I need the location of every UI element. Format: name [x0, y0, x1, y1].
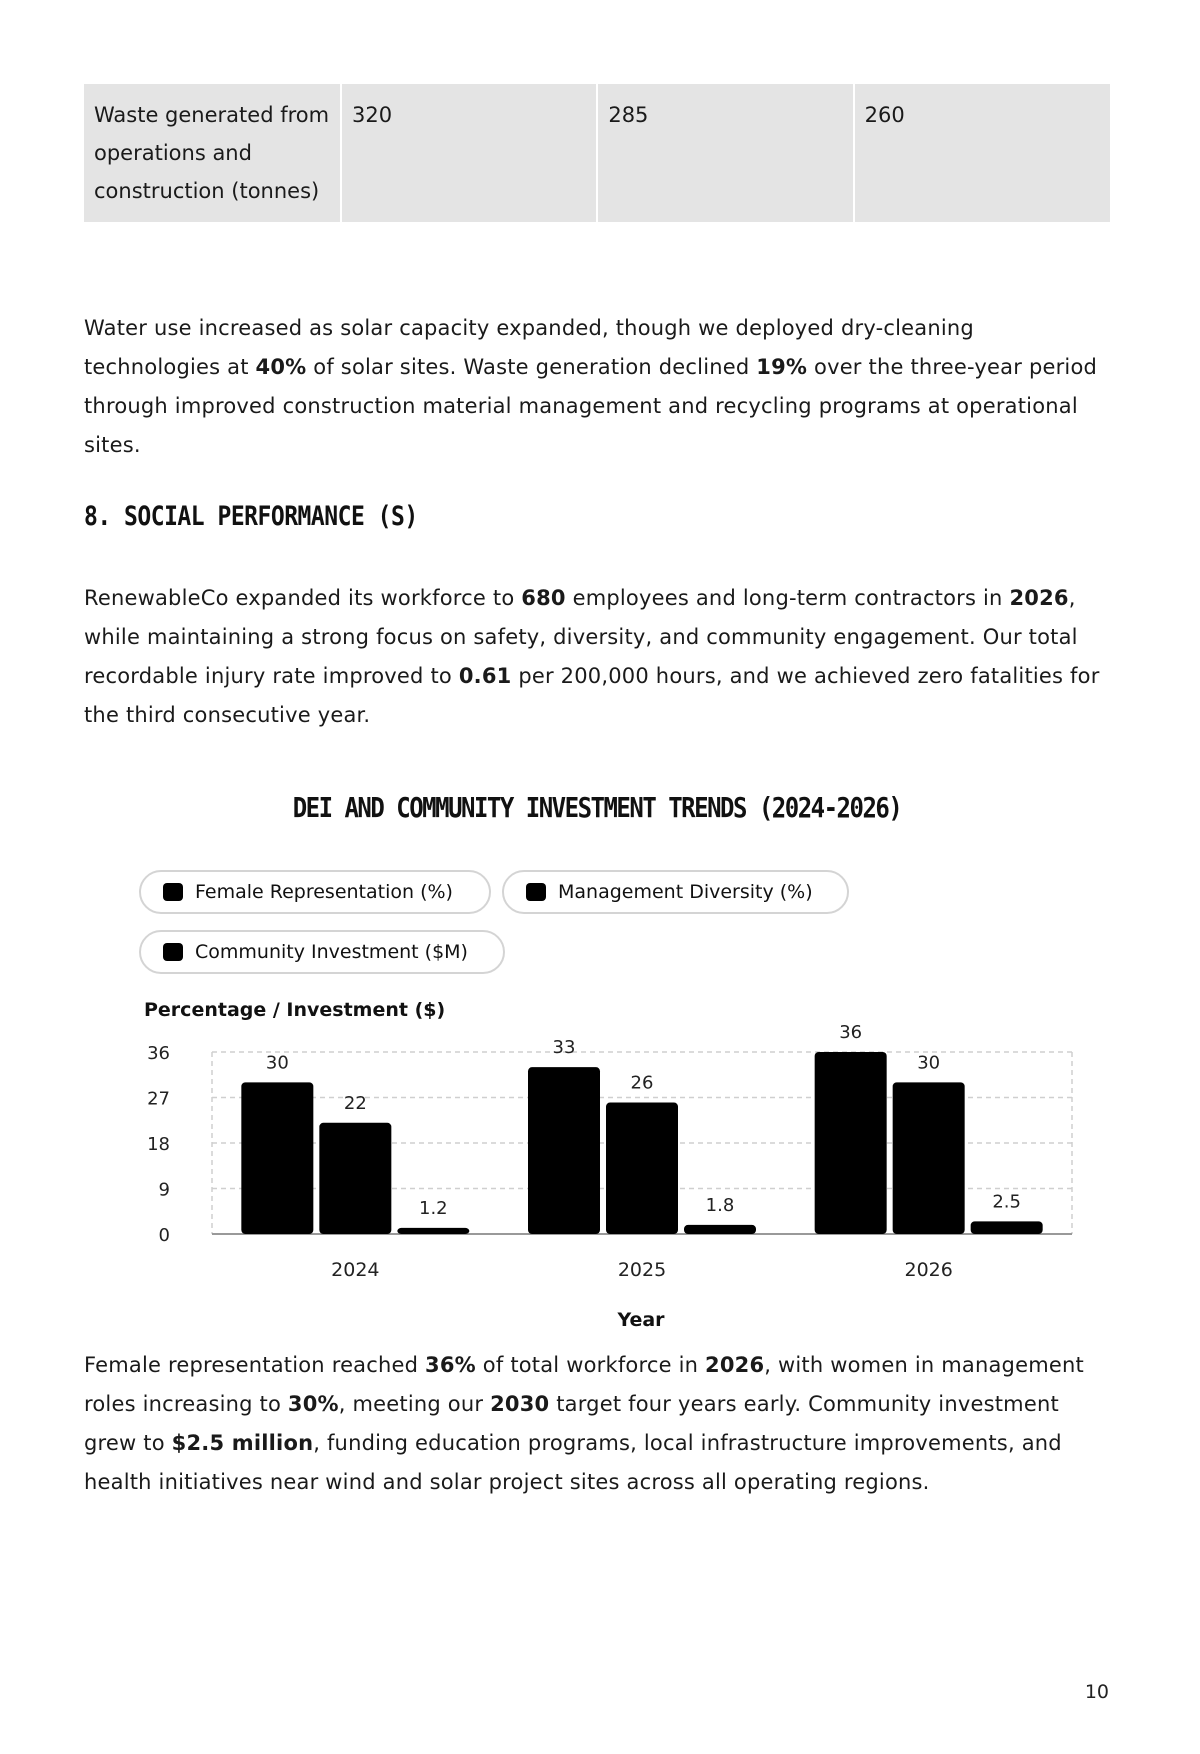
text-run: 2026: [705, 1353, 765, 1377]
text-run: 2026: [1009, 586, 1069, 610]
section-heading: 8. SOCIAL PERFORMANCE (S): [84, 502, 418, 532]
y-tick-label: 36: [147, 1043, 170, 1064]
text-run: of total workforce in: [475, 1353, 706, 1377]
text-run: RenewableCo expanded its workforce to: [84, 586, 522, 610]
table-cell-metric: Waste generated from operations and construction (tonnes): [84, 84, 341, 222]
bar[interactable]: [397, 1228, 469, 1234]
legend-label: Female Representation (%): [195, 881, 453, 903]
text-run: employees and long-term contractors in: [565, 586, 1010, 610]
text-run: , with women in management roles increasing to: [84, 1353, 1084, 1416]
bar-chart: [0, 960, 1200, 1340]
text-run: Female representation reached: [84, 1353, 426, 1377]
bar[interactable]: [606, 1103, 678, 1234]
paragraph-dei: [84, 1346, 1110, 1502]
y-tick-label: 18: [147, 1134, 170, 1155]
table-cell-value: 285: [597, 84, 853, 222]
text-run: 40%: [255, 355, 307, 379]
legend-swatch: [163, 943, 183, 961]
bar[interactable]: [684, 1225, 756, 1234]
x-axis-ticks: [331, 1259, 953, 1281]
text-run: of solar sites. Waste generation declined: [306, 355, 757, 379]
bar-value-label: 30: [265, 1052, 289, 1074]
paragraph-water-waste: [84, 309, 1110, 465]
y-tick-label: 0: [158, 1225, 170, 1246]
x-tick-label: 2025: [617, 1259, 667, 1281]
chart-title: DEI AND COMMUNITY INVESTMENT TRENDS (2024-2026): [292, 791, 902, 825]
y-tick-label: 27: [147, 1088, 170, 1110]
text-run: , while maintaining a strong focus on safety, diversity, and community engagement. Our total recordable injury rate improved to: [84, 586, 1078, 688]
bar-value-label: 26: [630, 1072, 654, 1094]
x-axis-label: Year: [617, 1309, 665, 1331]
y-axis-ticks: [147, 1043, 170, 1246]
x-tick-label: 2024: [331, 1259, 380, 1281]
bar[interactable]: [319, 1123, 391, 1234]
text-run: 680: [521, 586, 566, 610]
bar[interactable]: [815, 1052, 887, 1234]
bar-value-label: 1.2: [419, 1197, 448, 1219]
text-run: per 200,000 hours, and we achieved zero fatalities for the third consecutive year.: [84, 664, 1100, 727]
bar[interactable]: [893, 1082, 965, 1234]
bar-value-label: 1.8: [705, 1194, 735, 1216]
bar-value-label: 22: [343, 1092, 367, 1114]
waste-table: [84, 84, 1110, 222]
text-run: 36%: [425, 1353, 476, 1377]
bar-value-label: 36: [839, 1022, 863, 1043]
y-tick-label: 9: [158, 1179, 170, 1201]
text-run: $2.5 million: [171, 1431, 314, 1455]
text-run: , meeting our: [338, 1392, 491, 1416]
text-run: over the three-year period through improved construction material management and recycling programs at operational sites.: [84, 355, 1098, 457]
x-tick-label: 2026: [904, 1259, 953, 1281]
page-number: 10: [1084, 1681, 1109, 1703]
y-axis-label: Percentage / Investment ($): [144, 999, 446, 1021]
text-run: 0.61: [458, 664, 512, 688]
text-run: 2030: [490, 1392, 550, 1416]
text-run: target four years early. Community investment grew to: [84, 1392, 1059, 1455]
bar[interactable]: [528, 1067, 600, 1234]
text-run: 19%: [756, 355, 808, 379]
table-cell-value: 260: [864, 103, 905, 127]
bar-value-label: 33: [552, 1037, 576, 1059]
bar-value-label: 2.5: [992, 1191, 1021, 1213]
legend-item-management-diversity[interactable]: [502, 870, 849, 914]
bar[interactable]: [971, 1221, 1043, 1234]
legend-swatch: [526, 883, 546, 901]
bar[interactable]: [241, 1082, 313, 1234]
table-row: [84, 84, 1110, 222]
chart-bars: [241, 1022, 1042, 1234]
legend-swatch: [163, 883, 183, 901]
text-run: 30%: [287, 1392, 339, 1416]
legend-label: Community Investment ($M): [195, 941, 468, 963]
legend-label: Management Diversity (%): [558, 881, 813, 903]
text-run: , funding education programs, local infrastructure improvements, and health initiatives near wind and solar project sites across all operating regions.: [84, 1431, 1062, 1494]
bar-value-label: 30: [917, 1052, 941, 1074]
legend-item-female-representation[interactable]: [139, 870, 491, 914]
text-run: Water use increased as solar capacity expanded, though we deployed dry-cleaning technologies at: [84, 316, 974, 379]
table-cell-value: 320: [341, 84, 597, 222]
paragraph-social: [84, 579, 1110, 735]
